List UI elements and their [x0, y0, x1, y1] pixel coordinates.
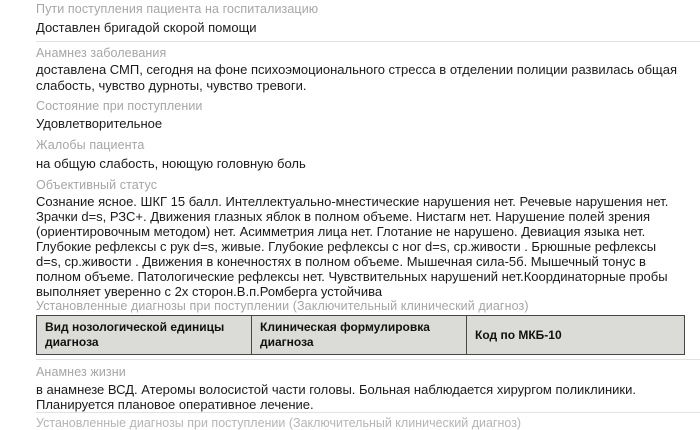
admission-diagnoses-label: Установленные диагнозы при поступлении (Заключительный клинический диагноз)	[36, 299, 529, 313]
disease-anamnesis-value: доставлена СМП, сегодня на фоне психоэмоционального стресса в отделении полиции развилась общая слабость, чувство дурноты, чувство тревоги.	[36, 62, 677, 93]
section-admission-condition	[36, 100, 684, 132]
section-admission-diagnoses	[36, 300, 684, 355]
section-admission-route	[36, 3, 684, 36]
life-anamnesis-value: в анамнезе ВСД. Атеромы волосистой части головы. Больная наблюдается хирургом поликлиники. Планируется плановое оперативное лечение.	[36, 382, 636, 412]
patient-complaints-label: Жалобы пациента	[36, 138, 145, 152]
section-patient-complaints	[36, 139, 684, 172]
diagnoses-table	[36, 315, 685, 355]
section-divider	[36, 359, 700, 360]
life-anamnesis-label: Анамнез жизни	[36, 365, 126, 379]
diagnoses-col-nosology: Вид нозологической единицы диагноза	[37, 316, 252, 355]
section-objective-status	[36, 179, 684, 299]
admission-route-label: Пути поступления пациента на госпитализацию	[36, 2, 319, 16]
diagnoses-col-icd10-code: Код по МКБ-10	[467, 316, 685, 355]
diagnoses-col-clinical-wording: Клиническая формулировка диагноза	[252, 316, 467, 355]
patient-complaints-value: на общую слабость, ноющую головную боль	[36, 156, 306, 171]
admission-condition-label: Состояние при поступлении	[36, 99, 203, 113]
section-life-anamnesis	[36, 366, 684, 412]
objective-status-label: Объективный статус	[36, 178, 158, 192]
section-disease-anamnesis	[36, 47, 684, 94]
section-divider	[36, 41, 700, 42]
clipped-next-section-label: Установленные диагнозы при поступлении (Заключительный клинический диагноз)	[36, 416, 522, 430]
diagnoses-table-header-row	[37, 316, 685, 355]
admission-condition-value: Удовлетворительное	[36, 116, 163, 131]
disease-anamnesis-label: Анамнез заболевания	[36, 46, 167, 60]
admission-route-value: Доставлен бригадой скорой помощи	[36, 20, 257, 35]
objective-status-value: Сознание ясное. ШКГ 15 балл. Интеллектуально-мнестические нарушения нет. Речевые нарушения нет. Зрачки d=s, РЗС+. Движения глазных яблок в полном объеме. Нистагм нет. Нарушение полей зрения (ориентировочным методом) нет. Асимметрия лица нет. Глотание не нарушено. Девиация языка нет. Глубокие рефлексы с рук d=s, живые. Глубокие рефлексы с ног d=s, ср.живости . Брюшные рефлексы d=s, ср.живости . Движения в конечностях в полном объеме. Мышечная сила-5б. Мышечный тонус в полном объеме. Патологические рефлексы нет. Чувствительных нарушений нет.Координаторные пробы выполняет уверенно с 2х сторон.В.п.Ромберга устойчива	[36, 194, 669, 299]
section-divider	[36, 412, 700, 413]
